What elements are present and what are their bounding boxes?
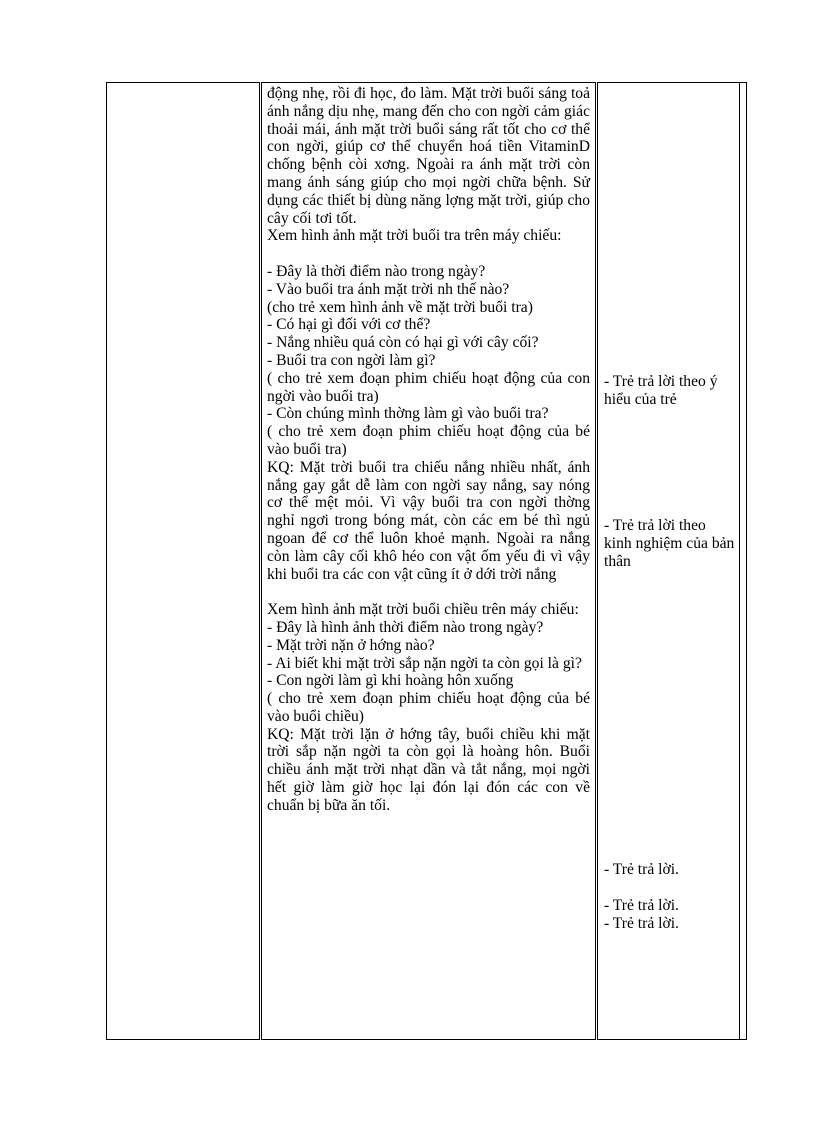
instruction-children-video: ( cho trẻ xem đoạn phim chiếu hoạt động của bé vào buổi tra)	[267, 423, 590, 458]
question-children-noon: - Còn chúng mình thờng làm gì vào buổi tra?	[267, 405, 549, 423]
instruction-afternoon-video: ( cho trẻ xem đoạn phim chiếu hoạt động của bé vào buổi chiều)	[267, 690, 590, 725]
question-time-of-day: - Đây là thời điểm nào trong ngày?	[267, 262, 486, 280]
response-1: - Trẻ trả lời theo ý hiểu của trẻ	[604, 373, 718, 408]
question-people-dusk: - Con ngời làm gì khi hoàng hôn xuống	[267, 672, 514, 690]
conclusion-noon: KQ: Mặt trời buổi tra chiếu nắng nhiều nhất, ánh nắng gay gắt dễ làm con ngời say nắng, say nóng cơ thể mệt mỏi. Vì vậy buổi tra con ngời thờng nghỉ ngơi trong bóng mát, còn các em bé thì ngủ ngoan để cơ thể luôn khoẻ mạnh. Ngoài ra nắng còn làm cây cối khô héo con vật ốm yếu đi vì vậy khi buổi tra các con vật cũng ít ở dới trời nắng	[267, 458, 590, 583]
child-activity-cell	[597, 83, 740, 1040]
question-afternoon-time: - Đây là hình ảnh thời điểm nào trong ngày?	[267, 618, 544, 636]
response-2: - Trẻ trả lời theo kinh nghiệm của bản thân	[604, 517, 735, 570]
conclusion-afternoon: KQ: Mặt trời lặn ở hớng tây, buổi chiều khi mặt trời sắp nặn ngời ta còn gọi là hoàng hôn. Buổi chiều ánh mặt trời nhạt dần và tắt nắng, mọi ngời hết giờ làm giờ học lại đón lại đón các con về chuẩn bị bữa ăn tối.	[267, 725, 590, 814]
instruction-noon-image: (cho trẻ xem hình ảnh về mặt trời buổi tra)	[267, 298, 533, 316]
empty-left-cell	[107, 83, 261, 1040]
narrow-right-cell	[740, 83, 747, 1040]
teacher-activity-cell	[261, 83, 597, 1040]
question-noon-sun: - Vào buổi tra ánh mặt trời nh thế nào?	[267, 280, 510, 298]
paragraph-afternoon-intro: Xem hình ảnh mặt trời buổi chiều trên máy chiếu:	[267, 601, 579, 619]
table-row	[107, 83, 747, 1040]
question-people-noon: - Buổi tra con ngời làm gì?	[267, 351, 436, 369]
response-3: - Trẻ trả lời.	[604, 861, 679, 878]
response-4: - Trẻ trả lời.	[604, 897, 679, 914]
lesson-plan-table	[106, 82, 747, 1040]
paragraph-noon-intro: Xem hình ảnh mặt trời buổi tra trên máy chiếu:	[267, 227, 562, 245]
question-sunset-direction: - Mặt trời nặn ở hớng nào?	[267, 636, 435, 654]
instruction-people-video: ( cho trẻ xem đoạn phim chiếu hoạt động của con ngời vào buổi tra)	[267, 369, 590, 405]
question-harm-body: - Có hại gì đối với cơ thể?	[267, 316, 431, 334]
paragraph-morning-sun: động nhẹ, rồi đi học, đo làm. Mặt trời buổi sáng toả ánh nắng dịu nhẹ, mang đến cho con ngời cảm giác thoải mái, ánh mặt trời buổi sáng rất tốt cho cơ thể con ngời, giúp cơ thể chuyển hoá tiền VitaminD chống bệnh còi xơng. Ngoài ra ánh mặt trời còn mang ánh sáng giúp cho mọi ngời chữa bệnh. Sử dụng các thiết bị dùng năng lợng mặt trời, giúp cho cây cối tơi tốt.	[267, 85, 590, 227]
question-harm-plants: - Nắng nhiều quá còn có hại gì với cây cối?	[267, 334, 539, 352]
question-sunset-name: - Ai biết khi mặt trời sắp nặn ngời ta còn gọi là gì?	[267, 654, 582, 672]
response-5: - Trẻ trả lời.	[604, 915, 679, 932]
